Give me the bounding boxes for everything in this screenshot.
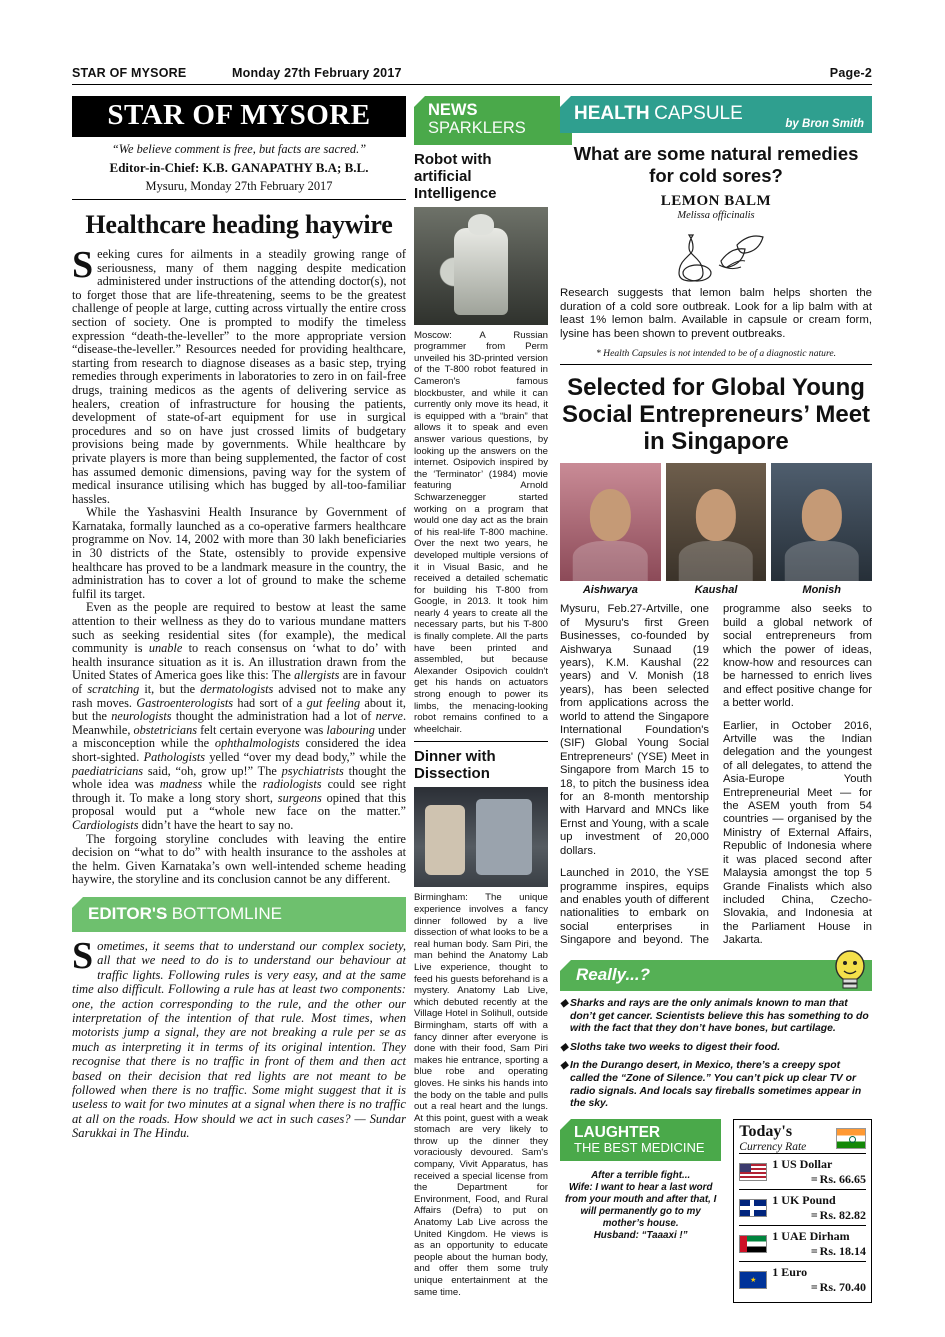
- really-header: [560, 960, 872, 991]
- editors-bottomline-header: [72, 897, 406, 932]
- herb-name: LEMON BALM: [660, 193, 772, 209]
- feature-headline: Selected for Global Young Social Entrepreneurs’ Meet in Singapore: [561, 374, 871, 456]
- bottomline-label-primary: EDITOR'S: [88, 903, 168, 923]
- face-shape: [802, 489, 842, 541]
- robot-body-shape: [454, 228, 508, 315]
- corner-fold-icon: [560, 960, 571, 971]
- health-capsule-header: [560, 96, 872, 133]
- health-byline: by Bron Smith: [785, 118, 864, 130]
- editorial-paragraph-4: [72, 833, 406, 887]
- laughter-header: [560, 1119, 721, 1161]
- column-news-sparklers: [414, 96, 548, 1298]
- news-sparklers-header: [414, 96, 572, 145]
- sparkler-divider: [414, 741, 548, 742]
- health-divider: [560, 364, 872, 365]
- laughter-label-primary: LAUGHTER: [574, 1123, 661, 1141]
- currency-rate-box: [733, 1119, 872, 1303]
- currency-row: [739, 1261, 866, 1297]
- bullet-icon: ◆: [560, 998, 568, 1010]
- robot-photo: [414, 207, 548, 325]
- currency-row: [739, 1225, 866, 1261]
- editorial-body: [72, 244, 407, 887]
- sparkler-story-2-title: Dinner with Dissection: [414, 748, 496, 783]
- lightbulb-icon: [830, 948, 870, 994]
- feature-body: [560, 603, 872, 952]
- really-facts-list: [560, 998, 872, 1111]
- dinner-figure-left: [425, 805, 465, 875]
- currency-value: = Rs. 82.82: [810, 1207, 866, 1222]
- editorial-paragraph-3: Even as the people are required to bestow at least the same attention to their wellness as they do to various mundane matters such as seeking residential sites (for example), the medical community is unable to reach consensus on ‘what to do’ with health insurance situation as it is. An illustration drawn from the United States of America goes like this: The allergists are in favour of scratching it, but the dermatologists advised not to make any rash moves. Gastroenterologists had sort of a gut feeling about it, but the neurologists thought the administration had a lot of nerve. Meanwhile, obstetricians felt certain everyone was labouring under a misconception while the ophthalmologists considered the idea short-sighted. Pathologists yelled “over my dead body,” while the paediatricians said, “oh, grow up!” The psychiatrists thought the whole idea was madness while the radiologists could see right through it. To make a long story short, surgeons opined that this proposal would put a “whole new face on the matter.” Cardiologists didn’t have the heart to say no.: [72, 600, 407, 832]
- india-flag-icon: [836, 1128, 866, 1149]
- really-fact-text: Sloths take two weeks to digest their food.: [570, 1041, 781, 1053]
- really-fact-item: [560, 1042, 872, 1055]
- really-fact-text: In the Durango desert, in Mexico, there’s a creepy spot called the “Zone of Silence.” You can’t pick up clear TV or radio signals. And locals say fireballs sometimes appear in the sky.: [570, 1060, 862, 1110]
- bottomline-label-secondary: BOTTOMLINE: [171, 903, 282, 923]
- currency-row: [739, 1153, 866, 1189]
- corner-fold-icon: [560, 1119, 571, 1130]
- currency-value: = Rs. 66.65: [810, 1171, 866, 1186]
- masthead-place-date: Mysuru, Monday 27th February 2017: [145, 179, 333, 193]
- feature-photo-1-name: Aishwarya: [582, 584, 638, 597]
- health-question: What are some natural remedies for cold sores?: [573, 143, 859, 186]
- sparkler-story-1-title: Robot with artificial Intelligence: [414, 150, 497, 202]
- feature-photo-2: [666, 463, 767, 596]
- torso-shape: [679, 541, 753, 581]
- bullet-icon: ◆: [560, 1041, 568, 1053]
- portrait-aishwarya: [560, 463, 661, 581]
- column-editorial: [72, 96, 406, 1141]
- dinner-figure-right: [476, 799, 532, 875]
- really-fact-text: Sharks and rays are the only animals known to man that don’t get cancer. Scientists believe this has something to do with the fact that they don’t have bones, but cartilage.: [570, 998, 869, 1035]
- bottomline-dropcap: S: [72, 934, 94, 977]
- face-shape: [590, 489, 630, 541]
- masthead-logo: STAR OF MYSORE: [72, 96, 406, 137]
- health-answer-text: Research suggests that lemon balm helps shorten the duration of a cold sore outbreak. Look for a lip balm with at least 1% lemon balm. Available in capsule or cream form, lysine has been shown to prevent outbreaks.: [560, 287, 872, 340]
- joke-setup: After a terrible fight...: [591, 1170, 691, 1182]
- currency-name: 1 Euro: [772, 1264, 808, 1279]
- page-header: [72, 66, 872, 80]
- paper-name: STAR OF MYSORE: [72, 66, 187, 80]
- robot-head-shape: [468, 214, 495, 235]
- feature-photo-row: [560, 463, 872, 596]
- laughter-label-secondary: THE BEST MEDICINE: [574, 1139, 705, 1155]
- bullet-icon: ◆: [560, 1060, 568, 1072]
- sparkler-story-1-caption: Moscow: A Russian programmer from Perm unveiled his 3D-printed version of the T-800 robot featured in Cameron's famous blockbuster, and while it can currently only move its head, it is equipped with a “brain” that allows it to speak and even answer various questions, by looking up the answers on the internet. Osipovich inspired by the ‘Terminator’ (1984) movie featuring Arnold Schwarzenegger started working on a program that would one day act as the brain of his real-life T-800 machine. Over the next two years, he developed multiple versions of it in Visual Basic, and he received a detailed schematic for building his T-800 from Google, in 2013. It took him nearly 4 years to create all the necessary parts, but his T-800 is finally complete. All the parts have been printed and assembled, but because Alexander Osipovich couldn't get his hands on actuators strong enough to power its limbs, the menacing-looking robot remains confined to a wheelchair.: [414, 329, 548, 735]
- corner-fold-icon: [72, 897, 83, 908]
- health-disclaimer: * Health Capsules is not intended to be of a diagnostic nature.: [595, 348, 836, 360]
- editorial-dropcap: S: [72, 244, 94, 286]
- currency-name: 1 US Dollar: [772, 1156, 833, 1171]
- lemon-balm-illustration: [560, 193, 872, 283]
- column-health-feature: [560, 96, 872, 1303]
- joke-speaker-husband: Husband:: [593, 1230, 639, 1242]
- really-fact-item: [560, 998, 872, 1036]
- portrait-kaushal: [666, 463, 767, 581]
- bottomline-body: [72, 934, 406, 1141]
- sparkler-story-2-caption: Birmingham: The unique experience involves a fancy dinner followed by a live dissection of what looks to be a real human body. Sam Piri, the man behind the Anatomy Lab Live experience, thought to feed his guests beforehand is a mystery. Anatomy Lab Live, which debuted recently at the Village Hotel in Solihull, outside Birmingham, starts off with a fancy dinner after everyone is done with their food, Sam Piri makes hie entrance, sporting a blue robe and operating gloves. He sinks his hands into the body on the table and pulls out a real heart and the lungs. At this point, guest with a weak stomach are very likely to throw up the dinner they voraciously devoured. Sam's company, Vivit Apparatus, has received a special license from the Department for Environment, Food, and Rural Affairs (Defra) to put on Anatomy Lab Live across the United Kingdom. He views is as an opportunity to educate people about the human body, and offer them some truly unique entertainment at the same time.: [414, 892, 548, 1298]
- editorial-p4-text: The forgoing storyline concludes with leaving the entire decision on “what to do” with health insurance to the assholes at the helm. Given Karnataka’s own well-intended scheme heading haywire, the storyline and its conclusion cannot be any different.: [72, 831, 406, 887]
- feature-photo-2-name: Kaushal: [694, 584, 738, 597]
- feature-photo-1: [560, 463, 661, 596]
- currency-subtitle: Currency Rate: [739, 1140, 807, 1153]
- editorial-title: Healthcare heading haywire: [85, 210, 393, 239]
- feature-paragraph-1: Mysuru, Feb.27-Artville, one of Mysuru's first Green Businesses, co-founded by Aishwarya Sunaad (19 years), K.M. Kaushal (22 years) and V. Monish (18 years), has been selected from applications across the world to attend the Singapore International Foundation's (SIF) Global Young Social Entrepreneurs' (YSE) Meet in Singapore from March 15 to 18, to pitch the business idea for an 8-month mentorship with Harvard and MNCs like Ernst and Young, with a scale up investment of 20,000 dollars.: [560, 603, 709, 857]
- bottomline-credit: — Sundar Sarukkai in The Hindu.: [72, 1111, 406, 1141]
- currency-name: 1 UK Pound: [772, 1192, 836, 1207]
- corner-fold-icon: [414, 96, 425, 107]
- issue-date: Monday 27th February 2017: [232, 66, 402, 80]
- joke-speaker-wife: Wife:: [568, 1182, 593, 1194]
- torso-shape: [784, 541, 858, 581]
- joke-line-1: [560, 1182, 721, 1230]
- masthead-editor: Editor-in-Chief: K.B. GANAPATHY B.A; B.L.: [109, 160, 369, 175]
- bottom-row: [560, 1119, 872, 1303]
- masthead-divider: [72, 199, 406, 200]
- really-title: Really...?: [576, 965, 651, 985]
- torso-shape: [573, 541, 647, 581]
- currency-header: [739, 1124, 866, 1153]
- feature-paragraph-2: Launched in 2010, the YSE programme inspires, equips and enables youth of different nationalities to embark on social enterprises in Singapore and beyond. The programme also seeks to build a global network of social entrepreneurs from which the power of ideas, know-how and resources can be harnessed to enrich lives and effect positive change for a better world.: [560, 603, 872, 947]
- joke-line-1-text: I want to hear a last word from your mouth and after that, I will permanently go to my mother’s house.: [564, 1182, 717, 1230]
- health-label-secondary: CAPSULE: [654, 103, 743, 124]
- uk-flag-icon: [739, 1199, 767, 1217]
- really-fact-item: [560, 1060, 872, 1110]
- editorial-paragraph-2: [72, 506, 406, 601]
- header-divider: [72, 84, 872, 85]
- dinner-dissection-photo: [414, 787, 548, 887]
- laughter-section: [560, 1119, 721, 1303]
- herb-scientific-name: Melissa officinalis: [677, 210, 755, 221]
- corner-fold-icon: [560, 96, 571, 107]
- really-section: [560, 960, 872, 1111]
- currency-row: [739, 1189, 866, 1225]
- joke-line-2: [560, 1230, 721, 1242]
- joke-line-2-text: “Taaaxi !”: [638, 1230, 688, 1242]
- currency-value: = Rs. 18.14: [810, 1243, 866, 1258]
- uae-flag-icon: [739, 1235, 767, 1253]
- health-label-primary: HEALTH: [574, 103, 650, 124]
- currency-value: = Rs. 70.40: [810, 1279, 866, 1294]
- joke-text: [560, 1170, 721, 1242]
- editorial-paragraph-1: [72, 244, 406, 506]
- herb-drawing-icon: [641, 221, 791, 283]
- face-shape: [696, 489, 736, 541]
- feature-photo-3-name: Monish: [802, 584, 841, 597]
- masthead-motto: “We believe comment is free, but facts are sacred.”: [111, 142, 367, 156]
- currency-title: Today's: [739, 1122, 793, 1140]
- eu-flag-icon: [739, 1271, 767, 1289]
- us-flag-icon: [739, 1163, 767, 1181]
- portrait-monish: [771, 463, 872, 581]
- sparklers-label-primary: NEWS: [428, 101, 478, 119]
- editorial-p2-text: While the Yashasvini Health Insurance by Government of Karnataka, formally launched as a co-operative farmers healthcare programme on Nov. 14, 2002 with more than 30 lakh beneficiaries in 30 districts of the State, ostensibly to provide expensive healthcare has proved to be a landmark measure in the country, the administration has to cover a lot of ground to make the scheme fulfil its target.: [72, 505, 406, 601]
- feature-photo-3: [771, 463, 872, 596]
- currency-name: 1 UAE Dirham: [772, 1228, 850, 1243]
- sparklers-label-secondary: SPARKLERS: [428, 118, 526, 137]
- editorial-p1-text: eeking cures for ailments in a steadily growing range of seriousness, many of them nagging despite medication administered under instructions of the attending doctor(s), not to forget those that are life-threatening, seems to be the greatest challenge of people at large, cutting across virtually the entire cross section of society. One is prompted to modify the timeless expression “death-the-leveller” to the more appropriate version “disease-the-leveller.” Resources needed for providing healthcare, starting from research to diagnose diseases as a basic step, trying remedies through experiments in laboratories to zero in on fail-free drugs, training medicos as the agents of delivering service as healers, creation of infrastructure for housing the patients, development of state-of-art equipment for use in surgical procedures and so on have just crossed limits of budgetary provisions being made by governments. While healthcare by private players is more than being supplemented, the factor of cost has assumed demonic dimensions, paving way for the system of medical insurance utilising which has bugged by all-too-familiar hassles.: [72, 247, 406, 506]
- page-number: Page-2: [829, 66, 872, 80]
- bottomline-text: ometimes, it seems that to understand our complex society, all that we need to do is to understand our behaviour at traffic lights. Following rules is very easy, and at the same time also difficult. Following a rule has at least two components: one, the action corresponding to the rule, and the other our interpretation of the intention of that rule. Most times, when motorists jump a signal, they are not breaking a rule per se as much as interpreting it in terms of its original intention. They recognise that there is no traffic in front of them and then act based on their decision that red lights are not meant to be followed when there is no traffic. Some might suggest that it is useless to wait for two minutes at a signal when there is no traffic at all on the roads. How should we act in such cases?: [72, 938, 406, 1126]
- feature-paragraph-3: Earlier, in October 2016, Artville was the Indian delegation and the youngest of all delegates, to attend the Asia-Europe Youth Entrepreneurial Meet — for the ASEM youth from 54 countries — organised by the Ministry of External Affairs, Republic of Indonesia where it was placed second after Malaysia amongst the top 5 Grande Finalists which also included China, Czecho-Slovakia, and Indonesia at the Parliament House in Jakarta.: [723, 719, 872, 947]
